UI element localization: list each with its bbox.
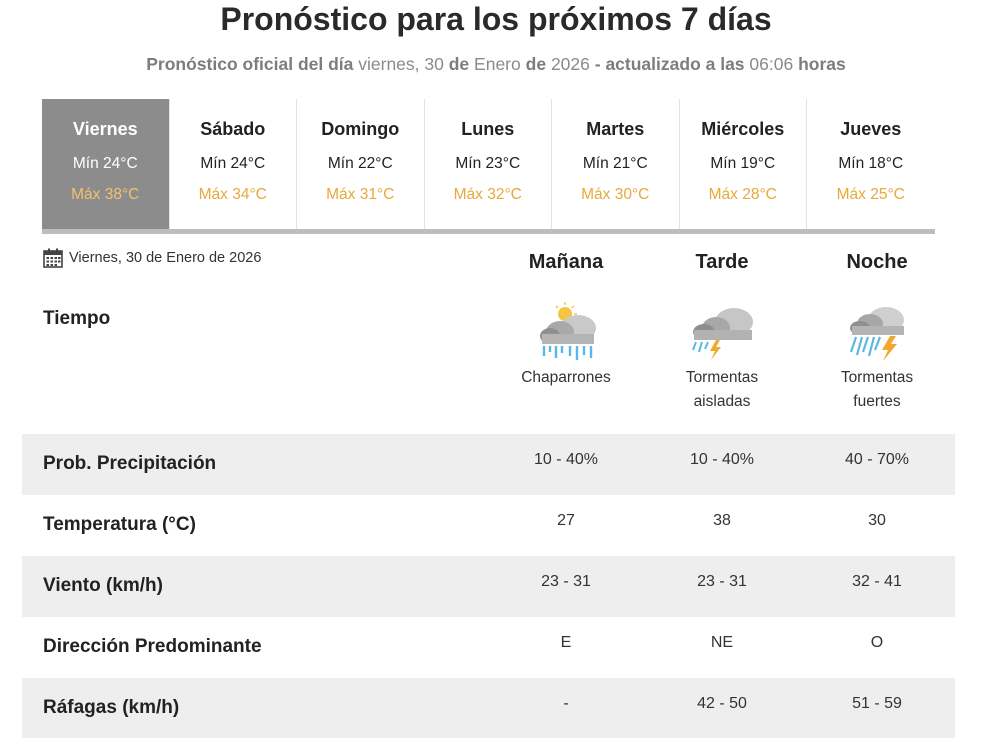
row-value: 38 [713, 512, 731, 529]
row-value: NE [710, 634, 734, 651]
day-tab-martes[interactable] [552, 99, 680, 229]
day-name: Domingo [321, 119, 400, 139]
weather-desc-line: fuertes [853, 393, 901, 410]
period-noche: Noche [846, 251, 908, 273]
weather-desc-line: Chaparrones [521, 369, 611, 386]
page-title: Pronóstico para los próximos 7 días [220, 1, 772, 37]
day-max-temp: Máx 38°C [71, 186, 140, 203]
day-min-temp: Mín 24°C [200, 155, 266, 172]
day-max-temp: Máx 28°C [708, 186, 777, 203]
day-max-temp: Máx 32°C [453, 186, 522, 203]
day-tab-lunes[interactable] [425, 99, 553, 229]
day-min-temp: Mín 24°C [72, 155, 138, 172]
day-name: Viernes [72, 119, 138, 139]
weather-desc-manana [486, 366, 646, 390]
row-label: Temperatura (°C) [43, 514, 196, 535]
row-value: 27 [557, 512, 575, 529]
row-value: 32 - 41 [852, 573, 902, 590]
day-name: Miércoles [701, 119, 785, 139]
row-value: 23 - 31 [541, 573, 591, 590]
day-max-temp: Máx 30°C [581, 186, 650, 203]
row-value: - [563, 695, 569, 712]
weather-desc-tarde [642, 366, 802, 414]
subtitle-de: de [525, 54, 547, 74]
selected-date-text: Viernes, 30 de Enero de 2026 [69, 250, 262, 266]
showers-icon [530, 300, 602, 362]
day-tab-miercoles[interactable] [680, 99, 808, 229]
weather-desc-line: Tormentas [685, 369, 759, 386]
row-gusts [22, 678, 955, 738]
day-max-temp: Máx 34°C [198, 186, 267, 203]
day-min-temp: Mín 18°C [838, 155, 904, 172]
calendar-icon [42, 247, 64, 269]
subtitle-official: Pronóstico oficial del día [146, 54, 354, 74]
day-name: Lunes [461, 119, 515, 139]
subtitle-updated: actualizado a las [605, 54, 745, 74]
subtitle-weekday: viernes, 30 [358, 54, 444, 74]
day-tabs [42, 99, 935, 229]
day-name: Jueves [840, 119, 902, 139]
row-label: Prob. Precipitación [43, 453, 217, 474]
selected-date [42, 247, 261, 269]
forecast-subtitle [0, 52, 992, 76]
row-value: 40 - 70% [844, 451, 910, 468]
day-name: Sábado [200, 119, 266, 139]
weather-desc-noche [797, 366, 957, 414]
subtitle-month: Enero [474, 54, 521, 74]
row-value: 10 - 40% [689, 451, 755, 468]
day-min-temp: Mín 22°C [327, 155, 393, 172]
day-min-temp: Mín 19°C [710, 155, 776, 172]
day-min-temp: Mín 23°C [455, 155, 521, 172]
strong-storms-icon [842, 300, 914, 362]
row-value: E [560, 634, 572, 651]
isolated-storms-icon [686, 300, 758, 362]
day-max-temp: Máx 31°C [326, 186, 395, 203]
day-max-temp: Máx 25°C [836, 186, 905, 203]
row-value: 42 - 50 [697, 695, 747, 712]
weather-desc-line: aisladas [693, 393, 751, 410]
row-value: 51 - 59 [852, 695, 902, 712]
row-value: 30 [868, 512, 886, 529]
subtitle-de: de [448, 54, 470, 74]
day-tab-viernes[interactable] [42, 99, 170, 229]
day-tab-jueves[interactable] [807, 99, 935, 229]
subtitle-year: 2026 [550, 54, 590, 74]
row-value: O [870, 634, 884, 651]
row-label: Dirección Predominante [43, 636, 262, 657]
period-manana: Mañana [528, 251, 604, 273]
period-tarde: Tarde [695, 251, 749, 273]
subtitle-time: 06:06 [749, 54, 794, 74]
row-value: 10 - 40% [533, 451, 599, 468]
row-direction [22, 617, 955, 678]
subtitle-hours: horas [798, 54, 846, 74]
row-label: Viento (km/h) [43, 575, 163, 596]
row-temperature [22, 495, 955, 556]
day-tabs-divider [42, 229, 935, 234]
weather-desc-line: Tormentas [840, 369, 914, 386]
row-value: 23 - 31 [697, 573, 747, 590]
row-label: Ráfagas (km/h) [43, 697, 180, 718]
row-precipitation [22, 434, 955, 495]
subtitle-dash: - [594, 54, 601, 74]
day-tab-sabado[interactable] [170, 99, 298, 229]
day-name: Martes [586, 119, 645, 139]
weather-label: Tiempo [43, 308, 111, 329]
day-min-temp: Mín 21°C [582, 155, 648, 172]
row-wind [22, 556, 955, 617]
day-tab-domingo[interactable] [297, 99, 425, 229]
